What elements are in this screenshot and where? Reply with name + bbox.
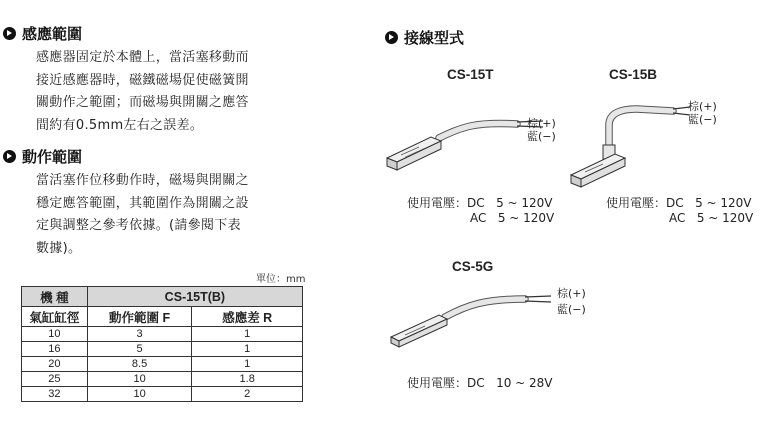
table-cell: 1 <box>192 327 303 342</box>
wire-label-blue: 藍(−) <box>527 130 556 143</box>
table-row <box>22 372 303 387</box>
section-title-operating-range <box>3 146 82 167</box>
paragraph-line: 穩定應答範圍，其範圍作為開關之設 <box>36 195 249 211</box>
voltage-ac-cs15b: AC 5 ~ 120V <box>669 211 754 225</box>
table-row <box>22 327 303 342</box>
table-header-row <box>22 287 303 307</box>
section-title-text: 動作範圍 <box>22 148 83 166</box>
wire-label-brown: 棕(+) <box>688 100 717 113</box>
voltage-spec-cs5g <box>407 375 553 391</box>
operating-range-paragraph <box>36 170 249 260</box>
table-header-bore: 氣缸缸徑 <box>22 307 88 327</box>
spec-table <box>21 286 303 402</box>
section-title-text: 感應範圍 <box>22 25 83 43</box>
paragraph-line: 感應器固定於本體上，當活塞移動而 <box>36 50 249 65</box>
table-cell: 20 <box>22 357 88 372</box>
paragraph-line: 接近感應器時，磁鐵磁場促使磁簧開 <box>36 72 249 88</box>
table-row <box>22 342 303 357</box>
table-cell: 10 <box>87 372 192 387</box>
table-cell: 1 <box>192 342 303 357</box>
bullet-arrow-icon <box>385 31 398 44</box>
table-row <box>22 357 303 372</box>
table-row <box>22 387 303 402</box>
voltage-ac-cs15t: AC 5 ~ 120V <box>470 211 555 225</box>
section-title-sensing-range <box>3 23 82 44</box>
paragraph-line: 定與調整之參考依據。(請參閱下表 <box>36 218 241 233</box>
table-header-operating-range: 動作範圍 F <box>87 307 192 327</box>
table-cell: 1.8 <box>192 372 303 387</box>
sensing-range-paragraph <box>36 47 249 137</box>
voltage-label: 使用電壓： <box>407 376 468 390</box>
table-header-series: CS-15T(B) <box>87 287 302 307</box>
model-name-cs15b: CS-15B <box>609 67 658 82</box>
wire-label-blue: 藍(−) <box>557 303 586 316</box>
voltage-spec-cs15t <box>407 195 553 211</box>
voltage-dc: DC 5 ~ 120V <box>666 196 752 210</box>
table-subheader-row <box>22 307 303 327</box>
section-title-text: 接線型式 <box>404 29 465 47</box>
table-cell: 8.5 <box>87 357 192 372</box>
table-header-hysteresis: 感應差 R <box>192 307 303 327</box>
table-cell: 16 <box>22 342 88 357</box>
voltage-dc: DC 5 ~ 120V <box>467 196 553 210</box>
bullet-arrow-icon <box>3 27 16 40</box>
table-cell: 10 <box>22 327 88 342</box>
voltage-spec-cs15b <box>606 195 752 211</box>
paragraph-line: 當活塞作位移動作時，磁場與開關之 <box>36 173 249 188</box>
wire-label-blue: 藍(−) <box>688 113 717 126</box>
paragraph-line: 關動作之範圍；而磁場與開關之應答 <box>36 95 249 110</box>
table-cell: 3 <box>87 327 192 342</box>
table-header-model: 機 種 <box>22 287 88 307</box>
wire-label-brown: 棕(+) <box>527 117 556 130</box>
cs5g-sensor-illustration <box>385 285 555 355</box>
table-cell: 2 <box>192 387 303 402</box>
table-cell: 10 <box>87 387 192 402</box>
paragraph-line: 間約有0.5mm左右之誤差。 <box>36 117 204 133</box>
table-cell: 1 <box>192 357 303 372</box>
table-cell: 5 <box>87 342 192 357</box>
wire-label-brown: 棕(+) <box>557 287 586 300</box>
unit-label: 單位：mm <box>256 274 306 285</box>
bullet-arrow-icon <box>3 150 16 163</box>
voltage-dc: DC 10 ~ 28V <box>467 376 553 390</box>
paragraph-line: 數據)。 <box>36 240 82 256</box>
cs15t-sensor-illustration <box>385 100 555 190</box>
section-title-wiring <box>385 27 464 48</box>
model-name-cs15t: CS-15T <box>447 67 494 82</box>
table-cell: 32 <box>22 387 88 402</box>
voltage-label: 使用電壓： <box>407 196 468 210</box>
model-name-cs5g: CS-5G <box>452 259 494 274</box>
table-cell: 25 <box>22 372 88 387</box>
voltage-label: 使用電壓： <box>606 196 667 210</box>
